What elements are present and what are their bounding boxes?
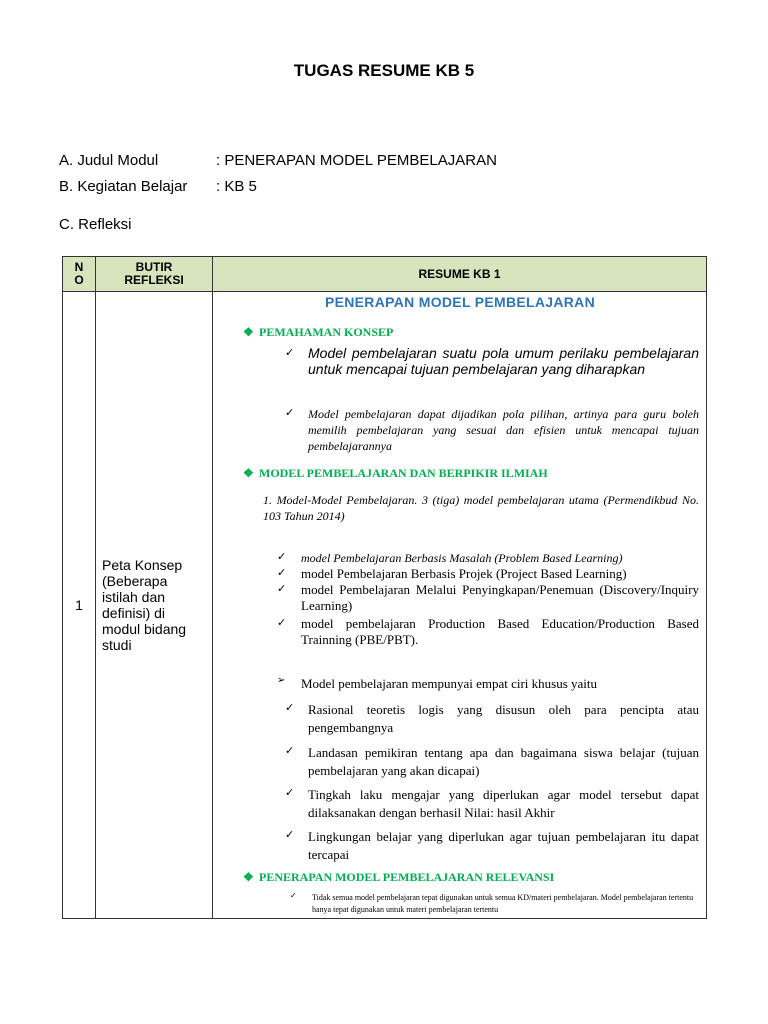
check-icon: ✓ <box>277 566 287 579</box>
header-resume: RESUME KB 1 <box>213 257 707 292</box>
list-item: ✓ Lingkungan belajar yang diperlukan agar tujuan pembelajaran itu dapat tercapai <box>285 828 699 862</box>
refleksi-label: C. Refleksi <box>59 216 132 233</box>
list-item: ✓ model Pembelajaran Melalui Penyingkapan/Penemuan (Discovery/Inquiry Learning) <box>277 582 699 613</box>
list-item: ✓ Rasional teoretis logis yang disusun oleh para pencipta atau pengembangnya <box>285 701 699 735</box>
check-icon: ✓ <box>277 582 287 595</box>
kegiatan-belajar-label: B. Kegiatan Belajar <box>59 178 188 195</box>
judul-modul-label: A. Judul Modul <box>59 152 159 169</box>
list-item: ✓ Model pembelajaran dapat dijadikan pola pilihan, artinya para guru boleh memilih pembelajaran yang sesuai dan efisien untuk mencapai tujuan pembelajarannya <box>285 406 699 453</box>
arrow-item: ➢ Model pembelajaran mempunyai empat ciri khusus yaitu <box>277 675 598 691</box>
header-butir: BUTIR REFLEKSI <box>96 257 213 292</box>
section-berpikir-ilmiah: ❖ MODEL PEMBELAJARAN DAN BERPIKIR ILMIAH <box>243 466 548 480</box>
diamond-bullet-icon: ❖ <box>243 325 254 339</box>
check-icon: ✓ <box>285 786 295 799</box>
row-number: 1 <box>63 292 96 919</box>
judul-modul-row <box>59 152 497 169</box>
section-pemahaman-konsep: ❖ PEMAHAMAN KONSEP <box>243 325 394 339</box>
row-resume-cell <box>213 292 707 919</box>
list-item: ✓ Model pembelajaran suatu pola umum perilaku pembelajaran untuk mencapai tujuan pembelajaran yang diharapkan <box>285 345 699 377</box>
list-item: ✓ Tidak semua model pembelajaran tepat digunakan untuk semua KD/materi pembelajaran. Model pembelajaran tertentu hanya tepat digunakan untuk materi pembelajaran tertentu <box>290 891 694 914</box>
list-item: ✓ model pembelajaran Production Based Education/Production Based Trainning (PBE/PBT). <box>277 616 699 647</box>
check-icon: ✓ <box>285 828 295 841</box>
judul-modul-value: : PENERAPAN MODEL PEMBELAJARAN <box>216 152 497 169</box>
row-butir: Peta Konsep (Beberapa istilah dan definisi) di modul bidang studi <box>96 292 213 919</box>
table-row <box>63 292 707 919</box>
resume-heading: PENERAPAN MODEL PEMBELAJARAN <box>324 294 596 310</box>
list-item: ✓ Landasan pemikiran tentang apa dan bagaimana siswa belajar (tujuan pembelajaran yang akan dicapai) <box>285 744 699 778</box>
check-icon: ✓ <box>290 891 297 900</box>
table-header-row <box>63 257 707 292</box>
check-icon: ✓ <box>277 550 287 563</box>
numbered-item: 1. Model-Model Pembelajaran. 3 (tiga) model pembelajaran utama (Permendikbud No. 103 Tahun 2014) <box>263 493 699 523</box>
check-icon: ✓ <box>285 406 295 419</box>
check-icon: ✓ <box>285 744 295 757</box>
check-icon: ✓ <box>285 346 295 359</box>
check-icon: ✓ <box>277 616 287 629</box>
check-icon: ✓ <box>285 701 295 714</box>
section-relevansi: ❖ PENERAPAN MODEL PEMBELAJARAN RELEVANSI <box>243 870 555 884</box>
diamond-bullet-icon: ❖ <box>243 870 254 884</box>
diamond-bullet-icon: ❖ <box>243 466 254 480</box>
kegiatan-belajar-row <box>59 178 257 195</box>
refleksi-table <box>62 256 707 919</box>
arrow-bullet-icon: ➢ <box>277 675 286 686</box>
list-item: ✓ Tingkah laku mengajar yang diperlukan agar model tersebut dapat dilaksanakan dengan berhasil Nilai: hasil Akhir <box>285 786 699 820</box>
header-no: N O <box>63 257 96 292</box>
page-title: TUGAS RESUME KB 5 <box>293 61 475 80</box>
list-item: ✓ model Pembelajaran Berbasis Masalah (Problem Based Learning) <box>277 550 623 565</box>
kegiatan-belajar-value: : KB 5 <box>216 178 257 195</box>
list-item: ✓ model Pembelajaran Berbasis Projek (Project Based Learning) <box>277 566 627 581</box>
